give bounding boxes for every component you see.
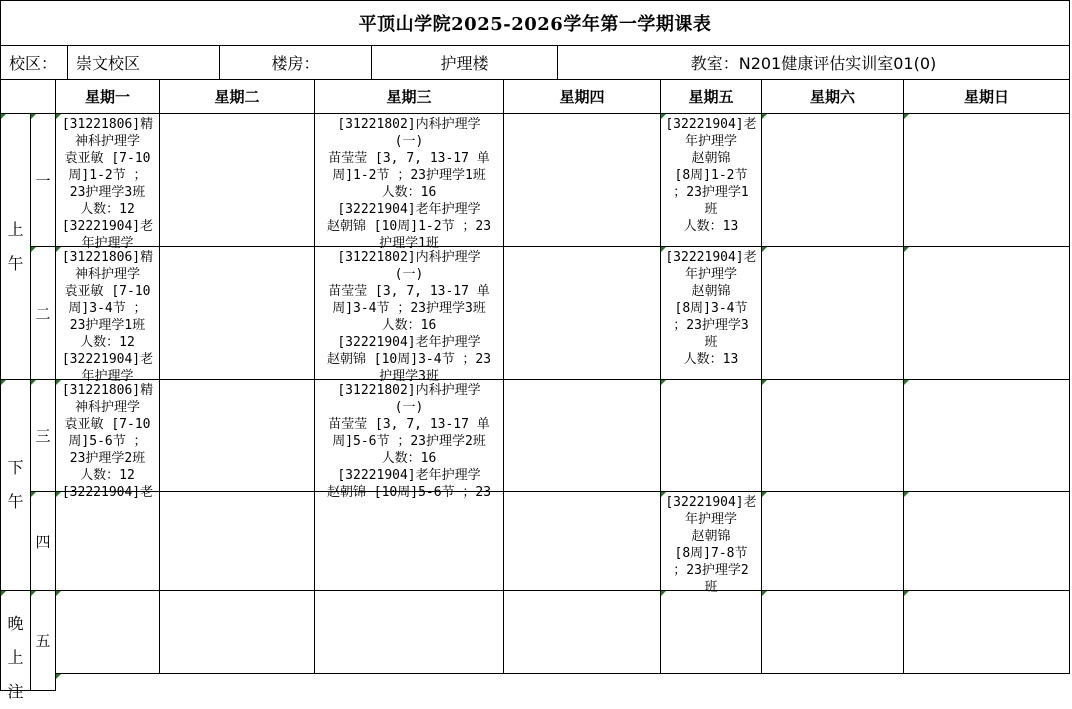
course-cell[interactable] [661,247,762,380]
empty-cell [160,380,315,492]
day-header-wed: 星期三 [315,80,504,114]
slot-2: 二 [31,247,56,380]
empty-cell [56,591,160,674]
course-cell[interactable] [56,114,160,251]
empty-cell [904,247,1070,380]
empty-cell [762,114,904,247]
course-text: [31221802]内科护理学 (一) 苗莹莹 [3, 7, 13-17 单 周]1-2节 ；23护理学1班 人数：16 [32221904]老年护理学 赵朝锦 [10周]1-2节 ；23 护理学1班 [326,117,492,251]
course-cell[interactable] [315,247,504,384]
empty-cell [904,380,1070,492]
empty-cell [56,492,160,591]
empty-cell [160,591,315,674]
course-text: [31221806]精 神科护理学 袁亚敏 [7-10 周]5-6节 ； 23护理学2班 人数：12 [32221904]老 [61,383,154,500]
course-cell[interactable] [56,247,160,384]
slot-3: 三 [31,380,56,492]
course-text: [31221802]内科护理学 (一) 苗莹莹 [3, 7, 13-17 单 周]3-4节 ；23护理学3班 人数：16 [32221904]老年护理学 赵朝锦 [10周]3-4节 ；23 护理学3班 [326,250,492,384]
campus-label: 校区： [0,46,68,80]
course-text: [31221802]内科护理学 (一) 苗莹莹 [3, 7, 13-17 单 周]5-6节 ；23护理学2班 人数：16 [32221904]老年护理学 赵朝锦 [10周]5-6节 ；23 [326,383,492,500]
period-evening: 晚 上 注 [0,591,31,691]
course-text: [32221904]老 年护理学 赵朝锦 [8周]7-8节 ；23护理学2 班 [665,495,757,595]
campus-value: 崇文校区 [68,46,220,80]
header-corner [0,80,56,114]
day-header-tue: 星期二 [160,80,315,114]
empty-cell [762,492,904,591]
empty-cell [504,591,661,674]
slot-4: 四 [31,492,56,591]
empty-cell [160,492,315,591]
empty-cell [160,114,315,247]
course-text: [31221806]精 神科护理学 袁亚敏 [7-10 周]3-4节 ； 23护理学1班 人数：12 [32221904]老 年护理学 [61,250,154,384]
classroom-info: 教室：N201健康评估实训室01(0) [558,46,1070,80]
empty-cell [504,492,661,591]
empty-cell [504,247,661,380]
day-header-sat: 星期六 [762,80,904,114]
course-text: [32221904]老 年护理学 赵朝锦 [8周]1-2节 ；23护理学1 班 人数：13 [665,117,757,234]
course-text: [31221806]精 神科护理学 袁亚敏 [7-10 周]1-2节 ； 23护理学3班 人数：12 [32221904]老 年护理学 [61,117,154,251]
empty-cell [160,247,315,380]
empty-cell [762,247,904,380]
empty-cell [661,380,762,492]
period-afternoon: 下 午 [0,380,31,591]
day-header-thu: 星期四 [504,80,661,114]
course-cell[interactable] [315,114,504,251]
empty-cell [504,114,661,247]
day-header-mon: 星期一 [56,80,160,114]
page-title: 平顶山学院2025-2026学年第一学期课表 [0,0,1070,46]
course-cell[interactable] [56,380,160,500]
empty-cell [904,492,1070,591]
empty-cell [504,380,661,492]
slot-1: 一 [31,114,56,247]
day-header-sun: 星期日 [904,80,1070,114]
empty-cell [904,114,1070,247]
empty-cell [762,591,904,674]
empty-cell [904,591,1070,674]
period-morning: 上 午 [0,114,31,380]
empty-cell [315,492,504,591]
empty-cell [661,591,762,674]
slot-5: 五 [31,591,56,691]
building-label: 楼房： [220,46,372,80]
day-header-fri: 星期五 [661,80,762,114]
course-text: [32221904]老 年护理学 赵朝锦 [8周]3-4节 ；23护理学3 班 人数：13 [665,250,757,367]
building-value: 护理楼 [372,46,558,80]
course-cell[interactable] [315,380,504,500]
empty-cell [762,380,904,492]
course-cell[interactable] [661,492,762,595]
next-row-edge [56,674,1070,678]
course-cell[interactable] [661,114,762,247]
empty-cell [315,591,504,674]
